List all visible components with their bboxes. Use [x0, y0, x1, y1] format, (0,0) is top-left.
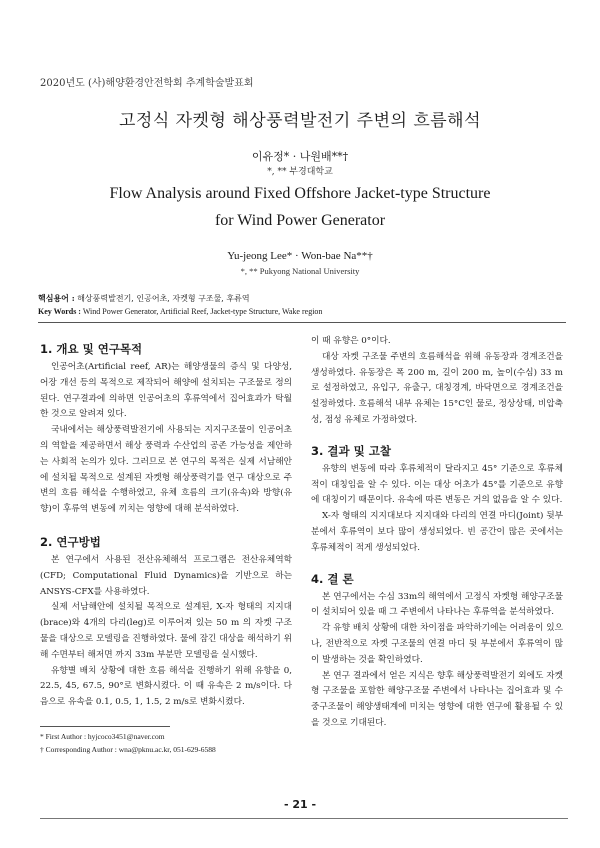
- keywords-english-label: Key Words :: [38, 307, 81, 316]
- left-column: [40, 341, 292, 711]
- english-title: [0, 180, 600, 234]
- keywords-korean-label: 핵심용어 :: [38, 293, 75, 303]
- footnote-corresponding-author: † Corresponding Author : wna@pknu.ac.kr, 051-629-6588: [40, 745, 216, 754]
- korean-title: 고정식 자켓형 해상풍력발전기 주변의 흐름해석: [118, 111, 482, 131]
- section-2-continuation: 이 때 유향은 0°이다.: [311, 336, 391, 346]
- section-2-paragraph-2: 실제 서남해안에 설치될 목적으로 설계된, X-자 형태의 지지대(brace)와 4개의 다리(leg)로 이루어져 있는 50 m 의 자켓 구조물을 대상으로 모델링을 진행하였다. 물에 잠긴 대상을 해석하기 위해 수면부터 해저면 까지 33m 부분만 모델링을 실시했다.: [40, 602, 292, 660]
- keywords-english: [38, 307, 578, 316]
- section-2-paragraph-3: 유향별 배치 상황에 대한 흐름 해석을 진행하기 위해 유향을 0, 22.5, 45, 67.5, 90°로 변화시켰다. 이 때 유속은 2 m/s이다. 다음으로 유속을 0.1, 0.5, 1, 1.5, 2 m/s로 변화시켰다.: [40, 665, 292, 708]
- section-3-paragraph-1: 유향의 변동에 따라 후류체적이 달라지고 45° 기준으로 후류체적이 대칭임을 알 수 있다. 이는 대상 어초가 45°를 기준으로 유향에 대칭이기 때문이다. 유속에 따른 변동은 거의 없음을 알 수 있다.: [311, 463, 563, 506]
- korean-authors: 이유정* · 나원배**†: [251, 150, 349, 163]
- section-1-heading: 1. 개요 및 연구목적: [40, 342, 143, 356]
- keywords-divider: [38, 322, 566, 323]
- english-affiliation: *, ** Pukyong National University: [240, 266, 360, 276]
- section-1-paragraph-1: 인공어초(Artificial reef, AR)는 해양생물의 증식 및 다양성, 어장 개선 등의 목적으로 제작되어 해양에 설치되는 구조물로 정의된다. 연구결과에 의하면 인공어초의 후류역에서 집어효과가 탁월한 것으로 알려져 있다.: [40, 362, 292, 420]
- english-authors: Yu-jeong Lee* · Won-bae Na**†: [227, 250, 373, 262]
- section-1-paragraph-2: 국내에서는 해상풍력발전기에 사용되는 지지구조물이 인공어초의 역할을 제공하면서 해상 풍력과 수산업의 공존 가능성을 제안하는 사회적 논의가 있다. 그러므로 본 연구의 목적은 실제 서남해안에 설치될 목적으로 설계된 자켓형 해상풍력기를 연구 대상으로 주변의 흐름 해석을 수행하였고, 유체 흐름의 크기(유속)와 방향(유향)이 후류역 변동에 끼치는 영향에 대해 분석하였다.: [40, 425, 292, 515]
- section-2-heading: 2. 연구방법: [40, 534, 101, 549]
- section-4-heading: 4. 결 론: [311, 571, 354, 586]
- footnote-divider: [40, 726, 170, 727]
- english-title-line1: Flow Analysis around Fixed Offshore Jacket-type Structure: [109, 185, 491, 202]
- section-3-paragraph-2: X-자 형태의 지지대보다 지지대와 다리의 연결 마디(Joint) 뒷부분에서 후류역이 보다 많이 생성되었다. 빈 공간이 많은 곳에서는 후류체적이 적게 생성되었다.: [311, 511, 563, 553]
- page-bottom-rule: [40, 818, 568, 819]
- conference-header: 2020년도 (사)해양환경안전학회 추계학술발표회: [40, 78, 254, 89]
- keywords-korean-text: 해상풍력발전기, 인공어초, 자켓형 구조물, 후류역: [77, 294, 250, 303]
- section-3-heading: 3. 결과 및 고찰: [311, 443, 391, 458]
- english-title-line2: for Wind Power Generator: [214, 212, 386, 229]
- section-2-paragraph-4: 대상 자켓 구조물 주변의 흐름해석을 위해 유동장과 경계조건을 생성하였다. 유동장은 폭 200 m, 길이 200 m, 높이(수심) 33 m로 설정하였고, 유입구, 유출구, 대칭경계, 바닥면으로 경계조건을 설정하였다. 흐름해석 내부 유체는 15°C인 물로, 정상상태, 비압축성, 점성 유체로 가정하였다.: [311, 351, 563, 425]
- section-2-paragraph-1: 본 연구에서 사용된 전산유체해석 프로그램은 전산유체역학(CFD; Computational Fluid Dynamics)을 기반으로 하는 ANSYS-CFX를 사용하였다.: [40, 554, 292, 597]
- section-4-paragraph-3: 본 연구 결과에서 얻은 지식은 향후 해상풍력발전기 외에도 자켓형 구조물을 포함한 해양구조물 주변에서 나타나는 집어효과 및 수중구조물이 해양생태계에 미치는 영향에 대한 연구에 활용될 수 있을 것으로 기대된다.: [311, 670, 563, 728]
- page-number: - 21 -: [283, 798, 317, 811]
- right-column: [311, 334, 563, 732]
- korean-affiliation: *, ** 부경대학교: [267, 167, 333, 177]
- section-4-paragraph-2: 각 유향 배치 상황에 대한 차이점을 파악하기에는 어려움이 있으나, 전반적으로 자켓 구조물의 연결 마디 뒷 부분에서 후류역이 많이 발생하는 것을 확인하였다.: [311, 623, 563, 665]
- section-4-paragraph-1: 본 연구에서는 수심 33m의 해역에서 고정식 자켓형 해양구조물이 설치되어 있을 때 그 주변에서 나타나는 후류역을 분석하였다.: [311, 591, 563, 618]
- footnote-first-author: * First Author : hyjcoco3451@naver.com: [40, 732, 165, 741]
- keywords-english-text: Wind Power Generator, Artificial Reef, Jacket-type Structure, Wake region: [82, 307, 323, 316]
- keywords-korean: [38, 293, 578, 304]
